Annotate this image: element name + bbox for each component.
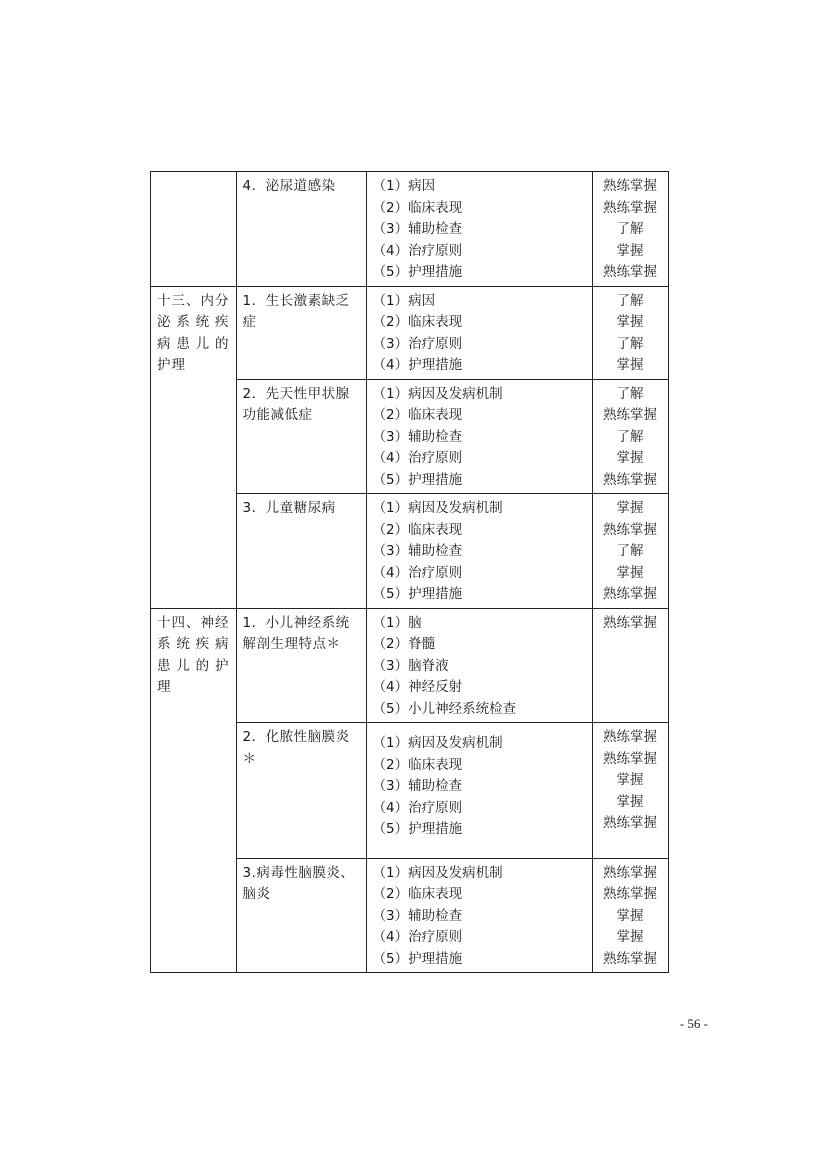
- topic-cell: [236, 172, 366, 287]
- topic-cell: [236, 858, 366, 973]
- content-item: （5）护理措施: [372, 821, 463, 837]
- syllabus-table: [150, 171, 669, 973]
- unit-line: 十三、内分: [157, 292, 230, 309]
- content-item: （2）临床表现: [372, 886, 463, 902]
- level-item: 了解: [616, 292, 644, 309]
- content-item: （1）病因: [372, 178, 436, 194]
- topic-line: 4．泌尿道感染: [242, 178, 336, 194]
- content-item: （1）病因及发病机制: [372, 864, 503, 881]
- level-item: 熟练掌握: [603, 950, 657, 967]
- table-row: [151, 608, 669, 723]
- topic-cell: [236, 723, 366, 859]
- topic-cell: [236, 379, 366, 494]
- level-item: 熟练掌握: [603, 471, 657, 488]
- level-item: 掌握: [616, 564, 644, 581]
- unit-line: 泌系统疾: [157, 314, 230, 330]
- content-item: （1）病因及发病机制: [372, 735, 503, 751]
- content-item: （5）护理措施: [372, 264, 463, 280]
- content-item: （3）脑脊液: [372, 657, 449, 674]
- level-item: 熟练掌握: [603, 586, 657, 602]
- content-item: （5）护理措施: [372, 950, 463, 967]
- topic-line: 3．儿童糖尿病: [242, 500, 336, 516]
- unit-cell-empty: [151, 172, 237, 287]
- level-item: 熟练掌握: [603, 729, 657, 745]
- topic-line: 2．先天性甲状腺: [242, 385, 350, 402]
- level-item: 了解: [616, 385, 644, 402]
- topic-line: 1．生长激素缺乏: [242, 292, 350, 309]
- content-cell: [366, 858, 592, 973]
- level-item: 掌握: [616, 929, 644, 945]
- topic-line: 3.病毒性脑膜炎、: [242, 864, 355, 881]
- unit-line: 病患儿的: [157, 335, 230, 352]
- level-item: 掌握: [616, 907, 644, 924]
- level-item: 掌握: [616, 772, 644, 788]
- content-item: （3）辅助检查: [372, 543, 463, 559]
- unit-line: 护理: [157, 357, 186, 373]
- level-item: 掌握: [616, 242, 644, 259]
- level-cell: [592, 172, 668, 287]
- content-item: （4）治疗原则: [372, 450, 463, 466]
- level-cell: [592, 608, 668, 723]
- content-item: （2）脊髓: [372, 636, 436, 652]
- content-item: （5）护理措施: [372, 586, 463, 602]
- level-item: 熟练掌握: [603, 264, 657, 280]
- content-item: （1）病因及发病机制: [372, 385, 503, 402]
- level-item: 了解: [616, 543, 644, 559]
- content-item: （3）辅助检查: [372, 428, 463, 445]
- level-spacer: [599, 835, 662, 856]
- level-item: 熟练掌握: [603, 614, 657, 631]
- content-item: （1）病因及发病机制: [372, 500, 503, 516]
- topic-line: 症: [242, 314, 257, 330]
- level-item: 掌握: [616, 793, 644, 810]
- level-item: 了解: [616, 335, 644, 352]
- level-cell: [592, 379, 668, 494]
- level-cell: [592, 286, 668, 379]
- syllabus-table-body: [151, 172, 669, 973]
- content-item: （2）临床表现: [372, 407, 463, 423]
- content-item: （4）治疗原则: [372, 929, 463, 945]
- unit-line: 患儿的护: [157, 657, 230, 674]
- topic-line: 1．小儿神经系统: [242, 614, 350, 631]
- content-cell: [366, 379, 592, 494]
- content-cell: [366, 494, 592, 609]
- level-item: 熟练掌握: [603, 407, 657, 423]
- content-item: （1）病因: [372, 292, 436, 309]
- content-cell: [366, 172, 592, 287]
- topic-line: 2．化脓性脑膜炎: [242, 729, 350, 745]
- level-item: 熟练掌握: [603, 521, 657, 538]
- content-item: （5）小儿神经系统检查: [372, 700, 517, 717]
- topic-cell: [236, 494, 366, 609]
- content-item: （2）临床表现: [372, 314, 463, 330]
- content-cell: [366, 608, 592, 723]
- topic-line: 脑炎: [242, 886, 271, 902]
- content-cell: [366, 286, 592, 379]
- level-item: 掌握: [616, 450, 644, 466]
- topic-cell: [236, 286, 366, 379]
- content-item: （5）护理措施: [372, 471, 463, 488]
- content-item: （4）治疗原则: [372, 242, 463, 259]
- level-item: 了解: [616, 428, 644, 445]
- table-row: [151, 172, 669, 287]
- content-item: （4）护理措施: [372, 357, 463, 373]
- content-item: （2）临床表现: [372, 756, 463, 773]
- content-item: （4）治疗原则: [372, 564, 463, 581]
- table-row: [151, 286, 669, 379]
- content-item: （2）临床表现: [372, 199, 463, 216]
- level-item: 熟练掌握: [603, 750, 657, 767]
- content-item: （4）治疗原则: [372, 799, 463, 816]
- level-item: 熟练掌握: [603, 886, 657, 902]
- level-item: 了解: [616, 221, 644, 237]
- unit-line: 系统疾病: [157, 636, 230, 652]
- content-item: （2）临床表现: [372, 521, 463, 538]
- content-item: （3）治疗原则: [372, 335, 463, 352]
- unit-line: 十四、神经: [157, 614, 230, 631]
- unit-line: 理: [157, 679, 172, 695]
- unit-cell: [151, 286, 237, 608]
- level-item: 掌握: [616, 500, 644, 516]
- unit-cell: [151, 608, 237, 973]
- level-cell: [592, 858, 668, 973]
- content-item: （4）神经反射: [372, 679, 463, 695]
- content-item: （3）辅助检查: [372, 907, 463, 924]
- level-item: 熟练掌握: [603, 815, 657, 831]
- content-item: （3）辅助检查: [372, 221, 463, 237]
- page-number: - 56 -: [679, 1016, 708, 1031]
- level-item: 熟练掌握: [603, 199, 657, 216]
- content-cell: [366, 723, 592, 859]
- level-item: 熟练掌握: [603, 178, 657, 194]
- content-item: （1）脑: [372, 614, 422, 631]
- level-cell: [592, 494, 668, 609]
- topic-line: ＊: [242, 750, 257, 767]
- content-item: （3）辅助检查: [372, 778, 463, 794]
- topic-cell: [236, 608, 366, 723]
- level-item: 熟练掌握: [603, 864, 657, 881]
- level-cell: [592, 723, 668, 859]
- level-item: 掌握: [616, 357, 644, 373]
- topic-line: 功能减低症: [242, 407, 313, 423]
- topic-line: 解剖生理特点＊: [242, 636, 341, 652]
- level-item: 掌握: [616, 314, 644, 330]
